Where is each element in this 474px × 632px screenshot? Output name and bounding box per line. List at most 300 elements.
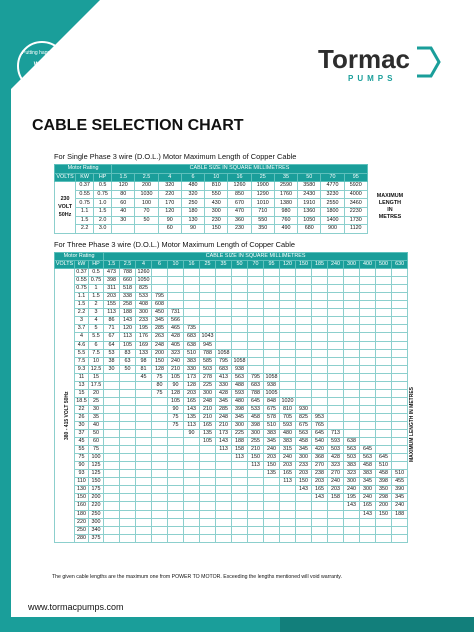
tp-size-header-12: 150 xyxy=(296,261,312,269)
tp-size-header-17: 500 xyxy=(376,261,392,269)
tp-length-cell: 563 xyxy=(232,373,248,381)
tp-length-cell: 585 xyxy=(200,357,216,365)
table-row xyxy=(55,526,408,534)
tp-length-cell: 150 xyxy=(248,454,264,462)
tp-length-cell xyxy=(216,510,232,518)
table-row xyxy=(55,277,408,285)
sp-kw-cell: 1.1 xyxy=(76,207,94,216)
tp-length-cell xyxy=(152,285,168,293)
table-row xyxy=(55,357,408,365)
tp-length-cell xyxy=(296,277,312,285)
tp-length-cell xyxy=(280,301,296,309)
tp-length-cell xyxy=(120,470,136,478)
tp-length-cell xyxy=(200,534,216,542)
tp-length-cell xyxy=(248,478,264,486)
tp-length-cell xyxy=(248,526,264,534)
tp-kw-cell: 2.2 xyxy=(75,309,89,317)
sp-length-cell: 710 xyxy=(251,207,274,216)
tp-length-cell xyxy=(312,293,328,301)
sp-length-cell: 680 xyxy=(298,225,321,234)
tp-hp-cell: 6 xyxy=(89,341,104,349)
tp-length-cell xyxy=(104,494,120,502)
tp-size-header-15: 300 xyxy=(344,261,360,269)
tp-length-cell: 645 xyxy=(312,430,328,438)
sp-volt-label xyxy=(55,182,76,234)
tp-length-cell: 300 xyxy=(360,486,376,494)
tp-length-cell xyxy=(232,269,248,277)
tp-length-cell xyxy=(344,373,360,381)
tp-kw-cell: 26 xyxy=(75,413,89,421)
tp-length-cell xyxy=(328,333,344,341)
tp-length-cell xyxy=(120,446,136,454)
tp-length-cell xyxy=(328,510,344,518)
sp-max-line: MAXIMUM xyxy=(376,193,404,200)
tp-length-cell: 195 xyxy=(344,494,360,502)
tp-length-cell xyxy=(296,293,312,301)
tp-length-cell xyxy=(344,389,360,397)
tp-length-cell xyxy=(360,405,376,413)
tp-length-cell xyxy=(392,333,408,341)
tp-length-cell xyxy=(328,317,344,325)
tp-length-cell xyxy=(184,317,200,325)
tp-length-cell xyxy=(120,389,136,397)
tp-length-cell: 428 xyxy=(216,389,232,397)
tp-length-cell xyxy=(312,309,328,317)
tp-length-cell xyxy=(392,413,408,421)
tp-length-cell xyxy=(264,285,280,293)
tp-length-cell xyxy=(216,317,232,325)
tp-length-cell: 330 xyxy=(184,365,200,373)
table-row xyxy=(55,381,408,389)
tp-length-cell: 113 xyxy=(216,446,232,454)
tp-length-cell: 398 xyxy=(104,277,120,285)
table-row xyxy=(55,446,408,454)
sp-length-cell: 30 xyxy=(112,216,135,225)
tp-length-cell xyxy=(296,389,312,397)
sp-length-cell: 130 xyxy=(181,216,204,225)
tp-length-cell: 398 xyxy=(248,421,264,429)
tp-length-cell xyxy=(248,357,264,365)
tp-length-cell: 465 xyxy=(168,325,184,333)
tp-length-cell: 240 xyxy=(360,494,376,502)
sp-kw-cell: 1.5 xyxy=(76,216,94,225)
tp-length-cell xyxy=(360,325,376,333)
tp-length-cell xyxy=(120,454,136,462)
tp-length-cell: 593 xyxy=(328,438,344,446)
sp-kw-cell: 2.2 xyxy=(76,225,94,234)
tp-length-cell xyxy=(296,325,312,333)
tp-length-cell xyxy=(376,285,392,293)
tp-kw-cell: 150 xyxy=(75,494,89,502)
tp-hp-cell: 250 xyxy=(89,510,104,518)
tp-length-cell xyxy=(360,413,376,421)
tp-length-cell xyxy=(248,309,264,317)
tp-length-cell xyxy=(328,421,344,429)
tp-length-cell: 155 xyxy=(104,301,120,309)
tp-length-cell xyxy=(104,413,120,421)
tp-length-cell xyxy=(168,470,184,478)
sp-length-cell: 2550 xyxy=(321,199,344,208)
tp-length-cell: 300 xyxy=(136,309,152,317)
sp-length-cell: 810 xyxy=(205,182,228,191)
tp-length-cell xyxy=(344,269,360,277)
tp-length-cell xyxy=(392,373,408,381)
tp-length-cell: 825 xyxy=(296,413,312,421)
tp-kw-cell: 180 xyxy=(75,510,89,518)
table-row xyxy=(55,341,408,349)
tp-length-cell xyxy=(392,341,408,349)
sp-length-cell: 2430 xyxy=(298,190,321,199)
tp-length-cell: 270 xyxy=(328,470,344,478)
tp-length-cell: 240 xyxy=(168,357,184,365)
tp-kw-cell: 220 xyxy=(75,518,89,526)
tp-length-cell: 165 xyxy=(312,486,328,494)
tp-length-cell xyxy=(216,518,232,526)
tp-length-cell xyxy=(184,478,200,486)
tp-length-cell xyxy=(152,518,168,526)
tp-length-cell xyxy=(360,421,376,429)
sp-hp-header: HP xyxy=(94,173,112,182)
tp-length-cell xyxy=(312,365,328,373)
three-phase-table xyxy=(54,252,408,543)
tp-length-cell xyxy=(280,534,296,542)
table-row xyxy=(55,207,413,216)
tp-length-cell: 240 xyxy=(264,446,280,454)
sp-length-cell: 1400 xyxy=(321,216,344,225)
tp-kw-cell: 55 xyxy=(75,446,89,454)
tp-length-cell xyxy=(168,430,184,438)
tp-length-cell xyxy=(168,446,184,454)
tp-length-cell xyxy=(392,454,408,462)
table-row xyxy=(55,269,408,277)
tp-length-cell xyxy=(280,277,296,285)
tp-length-cell xyxy=(152,494,168,502)
tp-hp-cell: 35 xyxy=(89,413,104,421)
tp-size-header-10: 95 xyxy=(264,261,280,269)
tp-size-header-11: 120 xyxy=(280,261,296,269)
sp-length-cell: 550 xyxy=(205,190,228,199)
tp-hp-cell: 7.5 xyxy=(89,349,104,357)
tp-length-cell xyxy=(376,405,392,413)
tp-length-cell xyxy=(200,470,216,478)
tp-length-cell: 945 xyxy=(200,341,216,349)
sp-length-cell: 1290 xyxy=(251,190,274,199)
tp-length-cell xyxy=(392,357,408,365)
tp-length-cell xyxy=(376,518,392,526)
tp-size-header-16: 400 xyxy=(360,261,376,269)
tp-hp-cell: 1 xyxy=(89,285,104,293)
tp-length-cell xyxy=(264,502,280,510)
tp-length-cell: 795 xyxy=(216,357,232,365)
tp-length-cell xyxy=(344,381,360,389)
table-row xyxy=(55,438,408,446)
tp-length-cell xyxy=(344,526,360,534)
tp-length-cell xyxy=(120,430,136,438)
tp-length-cell xyxy=(136,397,152,405)
tp-length-cell: 1050 xyxy=(137,277,150,284)
tp-length-cell xyxy=(296,269,312,277)
tp-length-cell: 788 xyxy=(120,269,136,277)
tp-length-cell: 81 xyxy=(136,365,152,373)
tp-kw-cell: 3 xyxy=(75,317,89,325)
tp-length-cell: 203 xyxy=(280,462,296,470)
tp-length-cell xyxy=(312,381,328,389)
tp-length-cell xyxy=(216,478,232,486)
tp-length-cell xyxy=(360,526,376,534)
tp-length-cell: 645 xyxy=(376,454,392,462)
tp-length-cell xyxy=(360,269,376,277)
tp-hp-cell: 125 xyxy=(89,470,104,478)
tp-length-cell xyxy=(184,301,200,309)
tp-length-cell: 80 xyxy=(152,381,168,389)
tp-length-cell xyxy=(152,510,168,518)
tp-length-cell: 383 xyxy=(360,470,376,478)
tp-length-cell: 338 xyxy=(120,293,136,301)
tp-length-cell: 480 xyxy=(280,430,296,438)
sp-length-cell: 90 xyxy=(181,225,204,234)
tp-length-cell xyxy=(248,470,264,478)
tp-length-cell: 210 xyxy=(200,413,216,421)
tp-length-cell xyxy=(216,301,232,309)
tp-hp-cell: 150 xyxy=(89,478,104,486)
tp-length-cell xyxy=(360,341,376,349)
sp-length-cell: 1260 xyxy=(228,182,251,191)
tp-length-cell xyxy=(312,349,328,357)
tp-length-cell: 173 xyxy=(216,430,232,438)
tp-length-cell: 398 xyxy=(232,405,248,413)
tp-length-cell: 428 xyxy=(168,333,184,341)
tp-length-cell xyxy=(184,470,200,478)
sp-length-cell: 320 xyxy=(158,182,181,191)
tp-length-cell xyxy=(280,502,296,510)
tp-hp-cell: 0.5 xyxy=(89,269,104,277)
tp-length-cell xyxy=(248,277,264,285)
tp-length-cell xyxy=(184,309,200,317)
tp-length-cell xyxy=(152,502,168,510)
tp-kw-header: kW xyxy=(75,261,89,269)
tp-length-cell xyxy=(248,502,264,510)
tp-length-cell xyxy=(168,478,184,486)
tp-length-cell xyxy=(104,405,120,413)
tp-length-cell: 938 xyxy=(264,381,280,389)
tp-length-cell: 1058 xyxy=(233,357,246,364)
tp-size-header-13: 185 xyxy=(312,261,328,269)
website-link[interactable]: www.tormacpumps.com xyxy=(28,602,124,612)
table-row xyxy=(55,518,408,526)
table-row xyxy=(55,462,408,470)
tp-length-cell xyxy=(264,277,280,285)
tp-length-cell xyxy=(280,341,296,349)
badge-word-2: Globe xyxy=(33,70,51,76)
tp-length-cell: 345 xyxy=(232,413,248,421)
tp-length-cell xyxy=(216,454,232,462)
tp-length-cell xyxy=(120,486,136,494)
tp-length-cell xyxy=(296,365,312,373)
tp-length-cell xyxy=(216,494,232,502)
tp-length-cell xyxy=(360,534,376,542)
sp-hp-cell: 1.0 xyxy=(94,199,112,208)
tp-length-cell: 240 xyxy=(344,486,360,494)
tp-length-cell xyxy=(312,269,328,277)
tp-length-cell xyxy=(344,518,360,526)
tp-length-cell xyxy=(248,510,264,518)
tp-length-cell: 608 xyxy=(152,301,168,309)
tp-length-cell: 345 xyxy=(216,397,232,405)
tp-length-cell: 188 xyxy=(120,309,136,317)
tp-length-cell xyxy=(152,534,168,542)
tp-length-cell xyxy=(152,526,168,534)
tp-length-cell xyxy=(232,341,248,349)
tp-length-cell xyxy=(280,357,296,365)
tp-length-cell xyxy=(392,325,408,333)
tp-length-cell: 300 xyxy=(344,478,360,486)
tp-length-cell xyxy=(376,389,392,397)
tp-length-cell: 350 xyxy=(376,486,392,494)
tp-length-cell xyxy=(264,534,280,542)
sp-size-header-9: 70 xyxy=(321,173,344,182)
tp-length-cell xyxy=(296,341,312,349)
tp-length-cell: 128 xyxy=(152,365,168,373)
sp-header-row-2 xyxy=(55,173,413,182)
sp-length-cell: 1120 xyxy=(344,225,367,234)
tp-hp-cell: 15 xyxy=(89,373,104,381)
tp-kw-cell: 5.5 xyxy=(75,349,89,357)
tp-length-cell xyxy=(344,534,360,542)
tp-length-cell: 300 xyxy=(296,454,312,462)
tp-length-cell xyxy=(200,526,216,534)
tp-length-cell xyxy=(264,510,280,518)
tp-length-cell xyxy=(344,293,360,301)
sp-length-cell: 1030 xyxy=(135,190,158,199)
tp-length-cell xyxy=(248,293,264,301)
tp-length-cell xyxy=(296,301,312,309)
table-row xyxy=(55,405,408,413)
tp-length-cell xyxy=(296,397,312,405)
tp-length-cell xyxy=(328,413,344,421)
tp-length-cell: 150 xyxy=(376,510,392,518)
tp-length-cell xyxy=(328,534,344,542)
sp-length-cell: 90 xyxy=(158,216,181,225)
tp-length-cell xyxy=(152,438,168,446)
sp-kw-cell: 0.55 xyxy=(76,190,94,199)
tp-length-cell: 75 xyxy=(152,373,168,381)
tp-length-cell xyxy=(344,413,360,421)
tp-length-cell: 75 xyxy=(168,421,184,429)
tp-length-cell xyxy=(312,301,328,309)
tp-length-cell xyxy=(152,454,168,462)
tp-length-cell: 165 xyxy=(360,502,376,510)
tp-length-cell xyxy=(136,502,152,510)
sp-length-cell: 550 xyxy=(251,216,274,225)
table-row xyxy=(55,502,408,510)
tp-length-cell: 458 xyxy=(376,470,392,478)
tp-length-cell xyxy=(328,341,344,349)
tp-hp-cell: 50 xyxy=(89,430,104,438)
tp-length-cell xyxy=(376,438,392,446)
tp-length-cell xyxy=(184,526,200,534)
table-row xyxy=(55,373,408,381)
tp-length-cell xyxy=(152,421,168,429)
tp-length-cell: 210 xyxy=(168,365,184,373)
tp-length-cell: 413 xyxy=(216,373,232,381)
tp-length-cell: 383 xyxy=(264,430,280,438)
tp-length-cell xyxy=(344,421,360,429)
tp-length-cell xyxy=(152,446,168,454)
tp-kw-cell: 250 xyxy=(75,526,89,534)
sp-length-cell: 1050 xyxy=(298,216,321,225)
tp-length-cell xyxy=(120,478,136,486)
tp-hp-cell: 340 xyxy=(89,526,104,534)
tp-header-row-2 xyxy=(55,261,408,269)
tp-kw-cell: 11 xyxy=(75,373,89,381)
tp-length-cell xyxy=(136,462,152,470)
tp-length-cell: 450 xyxy=(152,309,168,317)
tp-length-cell xyxy=(280,518,296,526)
tp-length-cell xyxy=(376,277,392,285)
tp-length-cell xyxy=(376,349,392,357)
table-row xyxy=(55,199,413,208)
tp-length-cell xyxy=(392,421,408,429)
tp-length-cell: 938 xyxy=(232,365,248,373)
tp-length-cell xyxy=(392,381,408,389)
tp-kw-cell: 1.1 xyxy=(75,293,89,301)
tp-length-cell xyxy=(120,421,136,429)
tp-size-header-8: 50 xyxy=(232,261,248,269)
tp-length-cell: 660 xyxy=(120,277,136,285)
tp-length-cell xyxy=(392,309,408,317)
tp-kw-cell: 1.5 xyxy=(75,301,89,309)
tp-length-cell: 143 xyxy=(120,317,136,325)
sp-kw-cell: 0.75 xyxy=(76,199,94,208)
tp-length-cell: 210 xyxy=(248,446,264,454)
tp-length-cell: 120 xyxy=(120,325,136,333)
tp-length-cell: 113 xyxy=(232,454,248,462)
tp-length-cell xyxy=(120,518,136,526)
tp-length-cell xyxy=(248,494,264,502)
tp-length-cell xyxy=(104,454,120,462)
tp-length-cell xyxy=(200,317,216,325)
tp-kw-cell: 4.6 xyxy=(75,341,89,349)
tp-kw-cell: 9.3 xyxy=(75,365,89,373)
tp-length-cell xyxy=(216,341,232,349)
tp-length-cell xyxy=(328,301,344,309)
tp-length-cell xyxy=(376,446,392,454)
tp-length-cell: 90 xyxy=(168,405,184,413)
tp-length-cell xyxy=(392,365,408,373)
tp-length-cell: 1020 xyxy=(281,397,294,404)
tp-kw-cell: 0.75 xyxy=(76,285,87,292)
tp-length-cell xyxy=(200,309,216,317)
tp-length-cell: 1058 xyxy=(217,349,230,356)
brand-logo xyxy=(318,44,410,83)
tp-length-cell: 566 xyxy=(168,317,184,325)
tp-length-cell: 458 xyxy=(248,413,264,421)
sp-size-header-2: 4 xyxy=(158,173,181,182)
tp-length-cell: 683 xyxy=(184,333,200,341)
tp-length-cell xyxy=(104,502,120,510)
tp-hp-cell: 5 xyxy=(89,325,104,333)
tp-length-cell: 169 xyxy=(136,341,152,349)
tp-size-header-9: 70 xyxy=(248,261,264,269)
tp-length-cell xyxy=(392,438,408,446)
tp-hp-cell: 20 xyxy=(89,389,104,397)
tp-length-cell: 390 xyxy=(392,486,408,494)
tp-length-cell xyxy=(328,293,344,301)
tp-length-cell: 240 xyxy=(280,454,296,462)
tp-hp-cell: 2 xyxy=(89,301,104,309)
sp-size-header-3: 6 xyxy=(181,173,204,182)
tp-length-cell: 248 xyxy=(216,413,232,421)
